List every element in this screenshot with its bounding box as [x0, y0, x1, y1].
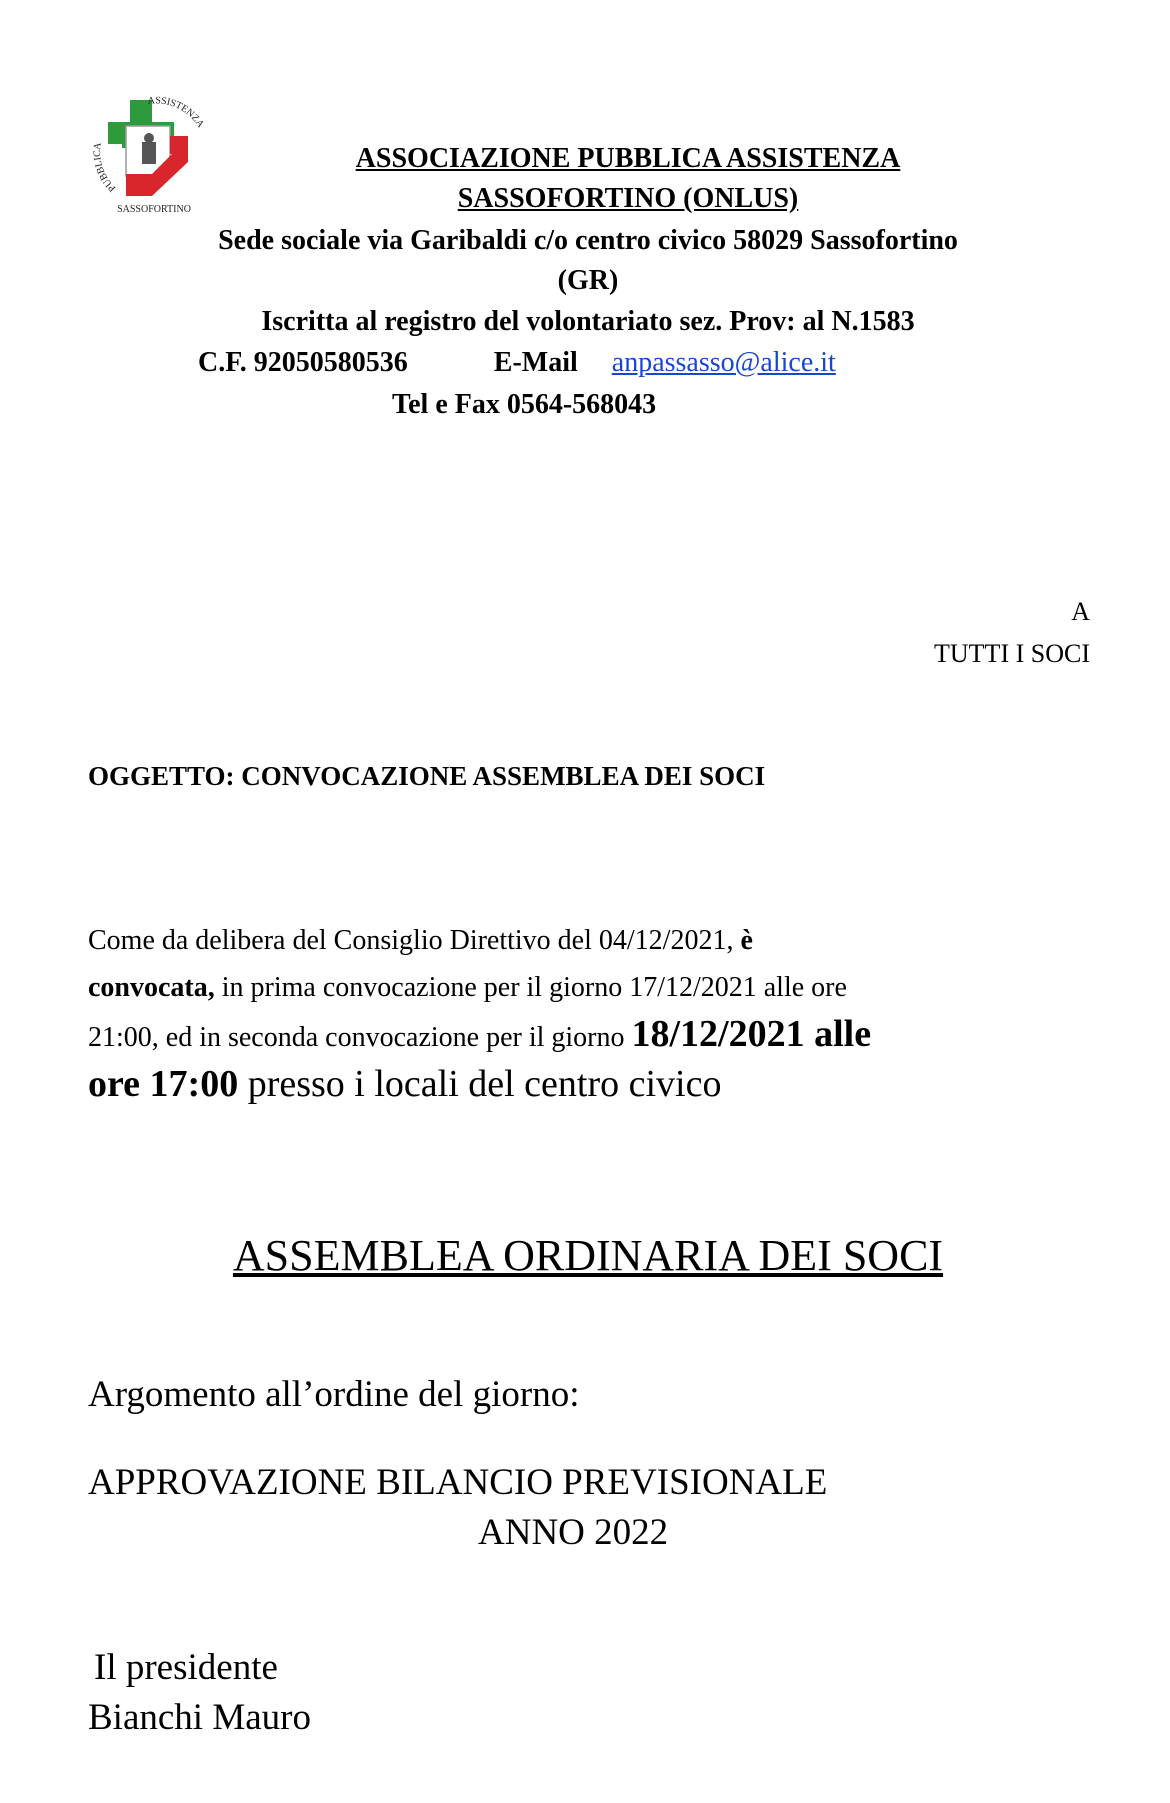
body-text-1: Come da delibera del Consiglio Direttivo del 04/12/2021,	[88, 925, 741, 956]
tel-fax-line: Tel e Fax 0564-568043	[392, 389, 657, 420]
body-line1	[88, 917, 1088, 964]
body-bold-4: ore 17:00	[88, 1063, 239, 1105]
contact-line	[198, 344, 836, 382]
logo-text-top: ASSISTENZA	[147, 95, 206, 130]
signature-role: Il presidente	[94, 1647, 278, 1688]
body-line4	[88, 1061, 1088, 1111]
recipient-line2: TUTTI I SOCI	[934, 639, 1090, 668]
org-name-line2: SASSOFORTINO (ONLUS)	[457, 183, 799, 214]
agenda-intro: Argomento all’ordine del giorno:	[88, 1374, 580, 1415]
address-line2: (GR)	[557, 265, 619, 296]
body-paragraph	[88, 917, 1088, 1111]
body-bold-1: è	[740, 925, 753, 956]
agenda-item-line2: ANNO 2022	[478, 1512, 669, 1553]
subject-line: OGGETTO: CONVOCAZIONE ASSEMBLEA DEI SOCI	[88, 761, 766, 791]
assembly-title: ASSEMBLEA ORDINARIA DEI SOCI	[232, 1231, 944, 1280]
logo-text-bottom: SASSOFORTINO	[117, 204, 191, 215]
address-line1: Sede sociale via Garibaldi c/o centro civico 58029 Sassofortino	[218, 225, 958, 256]
registry-line: Iscritta al registro del volontariato sez. Prov: al N.1583	[261, 306, 915, 337]
body-bold-2: convocata,	[88, 972, 215, 1003]
recipient-line1: A	[1071, 597, 1090, 626]
agenda-item-line1: APPROVAZIONE BILANCIO PREVISIONALE	[88, 1462, 828, 1503]
fiscal-code: C.F. 92050580536	[198, 347, 408, 378]
email-link[interactable]: anpassasso@alice.it	[611, 347, 836, 378]
body-text-4: presso i locali del centro civico	[238, 1063, 722, 1105]
logo-text-left: PUBBLICA	[92, 142, 119, 194]
body-text-3: 21:00, ed in seconda convocazione per il giorno	[88, 1022, 632, 1053]
org-name-line1: ASSOCIAZIONE PUBBLICA ASSISTENZA	[355, 143, 901, 174]
signature-name: Bianchi Mauro	[88, 1697, 311, 1738]
body-text-2: in prima convocazione per il giorno 17/12/2021 alle ore	[214, 972, 847, 1003]
body-line3	[88, 1011, 1088, 1061]
body-bold-3: 18/12/2021 alle	[631, 1013, 872, 1055]
email-label: E-Mail	[493, 347, 578, 378]
association-logo	[92, 92, 216, 216]
body-line2	[88, 964, 1088, 1011]
svg-text:PUBBLICA	[92, 141, 118, 193]
